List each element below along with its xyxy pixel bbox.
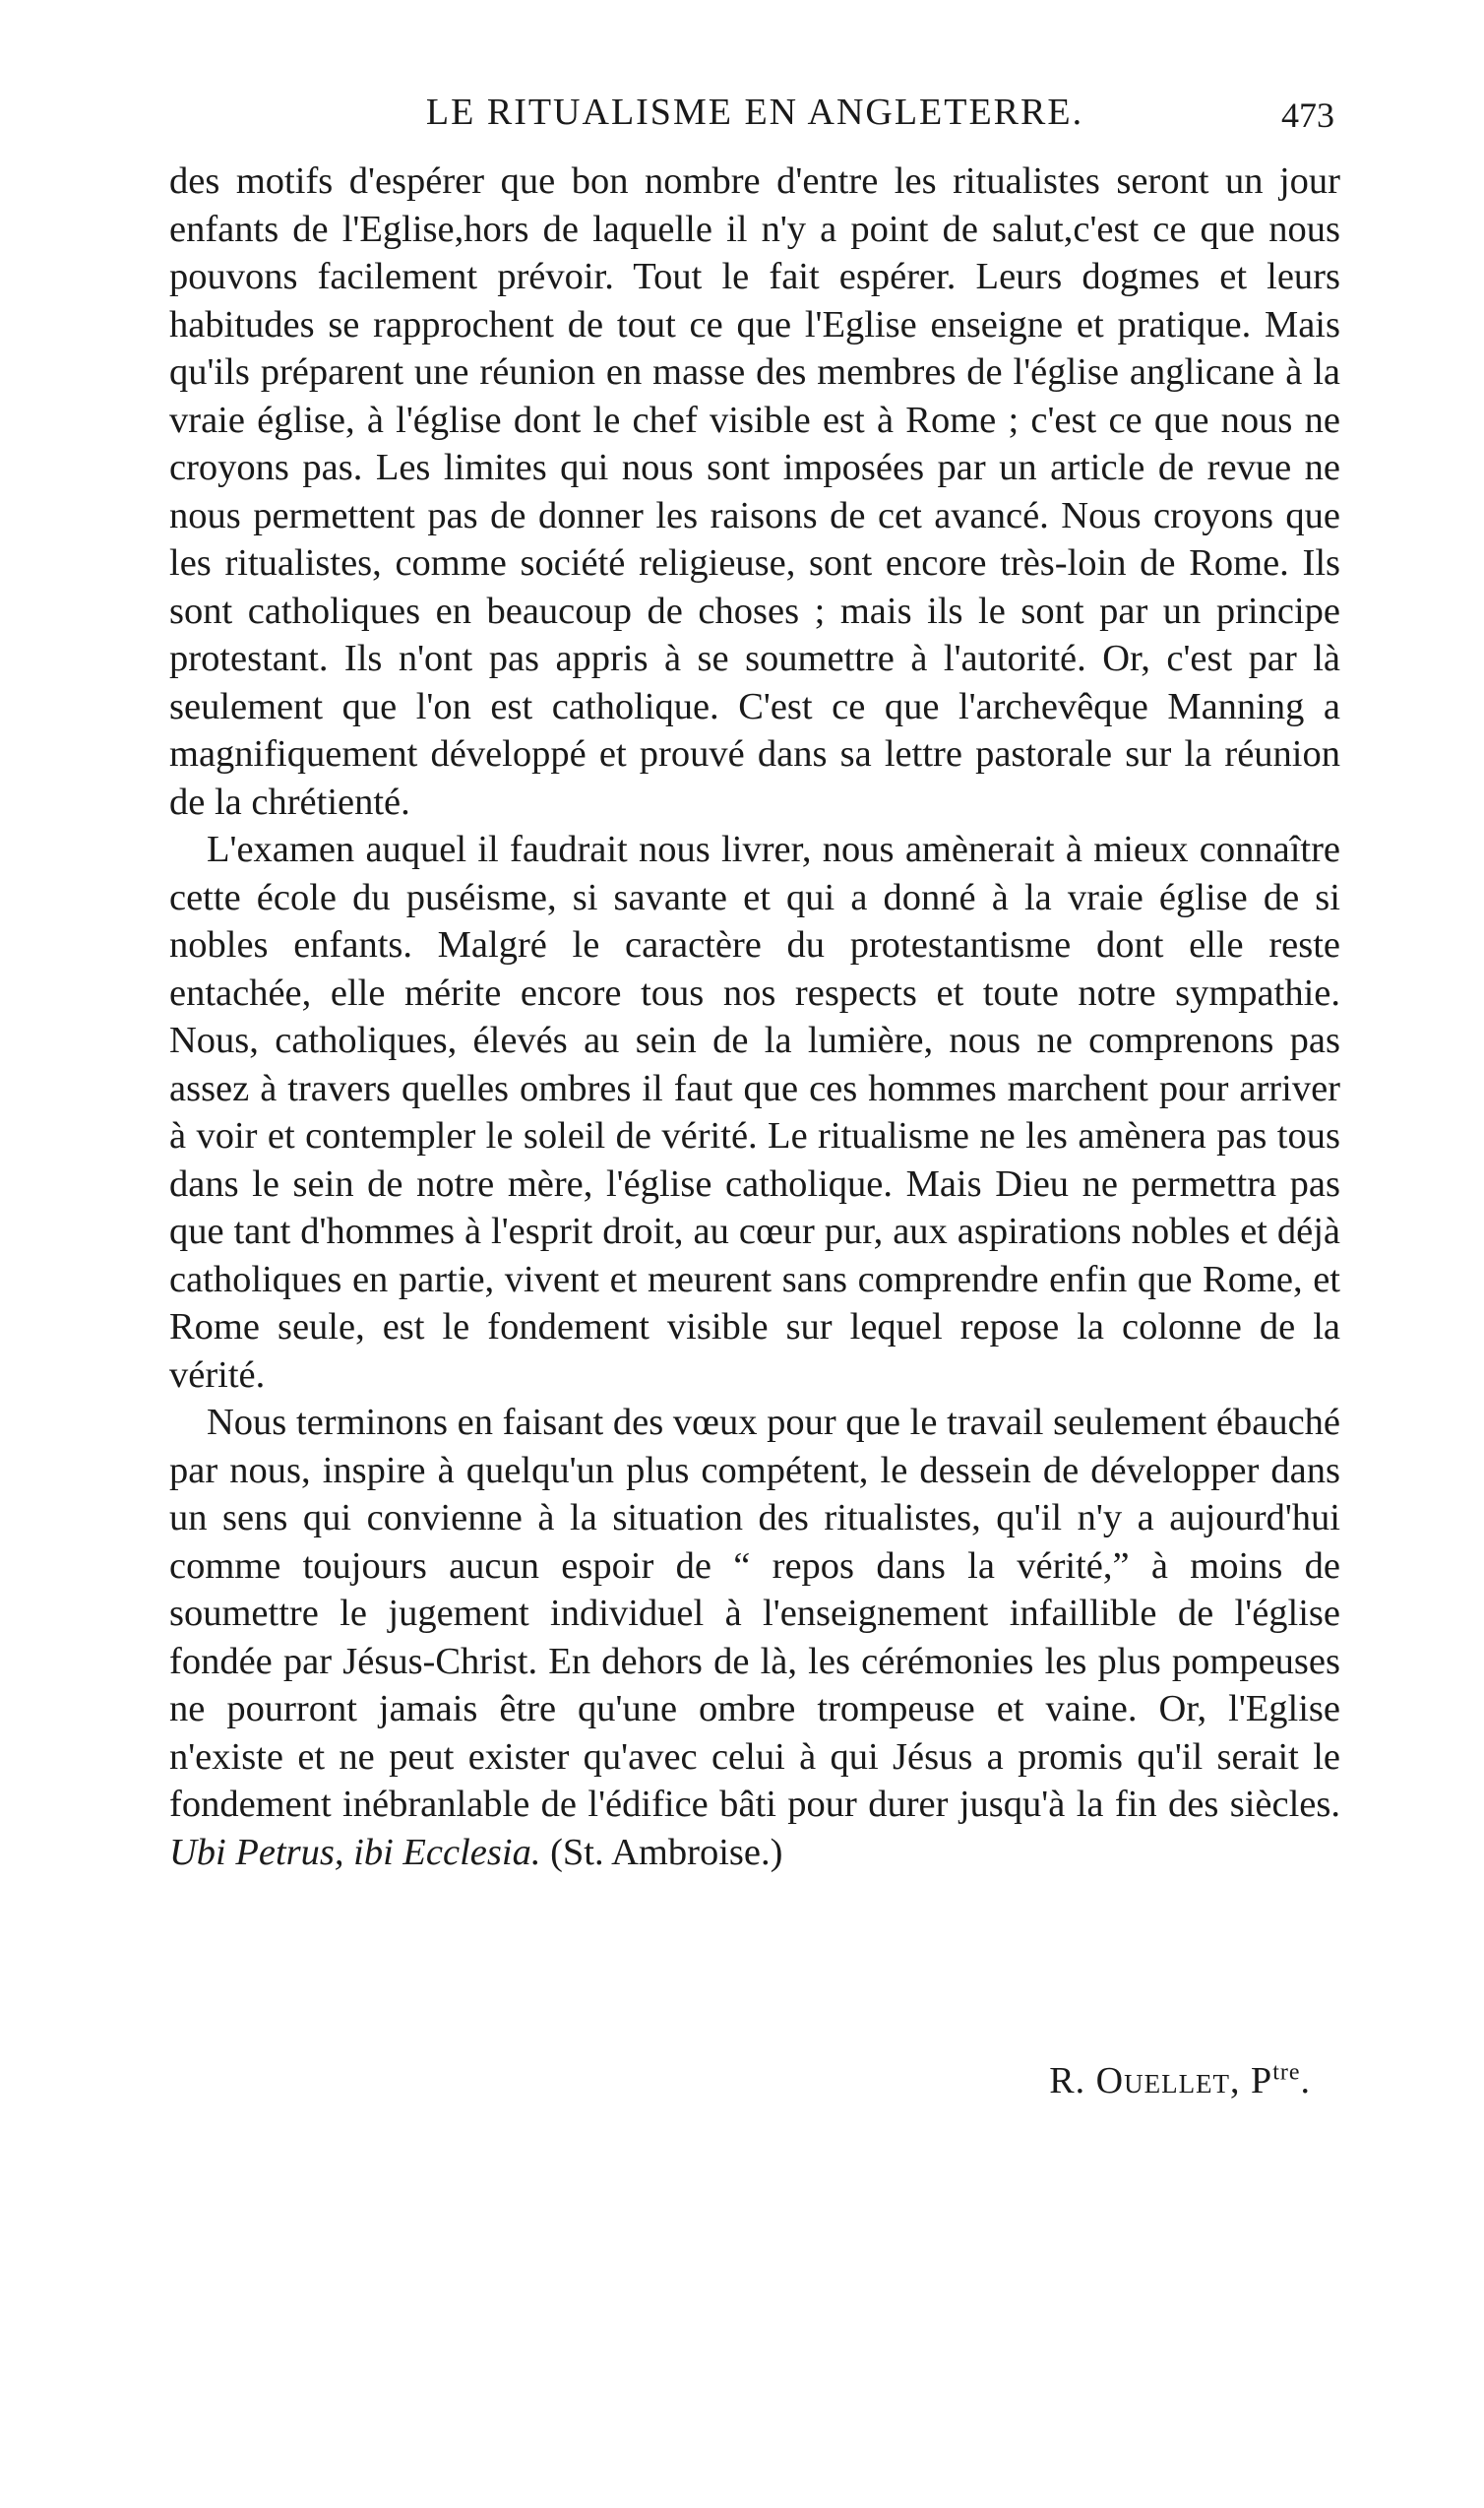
paragraph-1: des motifs d'espérer que bon nombre d'entre les ritualistes seront un jour enfants de l'Eglise,hors de laquelle il n'y a point de salut,c'est ce que nous pouvons facilement prévoir. Tout le fait espérer. Leurs dogmes et leurs habitudes se rapprochent de tout ce que l'Eglise enseigne et pratique. Mais qu'ils préparent une réunion en masse des membres de l'église anglicane à la vraie église, à l'église dont le chef visible est à Rome ; c'est ce que nous ne croyons pas. Les limites qui nous sont imposées par un article de revue ne nous permettent pas de donner les raisons de cet avancé. Nous croyons que les ritualistes, comme société religieuse, sont encore très-loin de Rome. Ils sont catholiques en beaucoup de choses ; mais ils le sont par un principe protestant. Ils n'ont pas appris à se soumettre à l'autorité. Or, c'est par là seulement que l'on est catholique. C'est ce que l'archevêque Manning a magnifiquement développé et prouvé dans sa lettre pastorale sur la réunion de la chrétienté. — [169, 160, 1340, 823]
quote-attribution: (St. Ambroise.) — [550, 1831, 783, 1873]
author-signature — [1049, 2059, 1311, 2102]
signature-surname: Ouellet, — [1095, 2060, 1241, 2101]
page-number: 473 — [1281, 95, 1334, 135]
signature-initial: R. — [1049, 2060, 1086, 2101]
signature-title-sup: tre — [1272, 2059, 1301, 2086]
running-header — [169, 91, 1340, 150]
running-title: LE RITUALISME EN ANGLETERRE. — [425, 92, 1084, 133]
article-body — [169, 157, 1340, 1876]
latin-quote: Ubi Petrus, ibi Ecclesia. — [169, 1831, 541, 1873]
signature-title-suffix: . — [1300, 2060, 1311, 2101]
paragraph-3-text: Nous terminons en faisant des vœux pour que le travail seulement ébauché par nous, inspire à quelqu'un plus compétent, le dessein de développer dans un sens qui convienne à la situation des ritualistes, qu'il n'y a aujourd'hui comme toujours aucun espoir de “ repos dans la vérité,” à moins de soumettre le jugement individuel à l'enseignement infaillible de l'église fondée par Jésus-Christ. En dehors de là, les cérémonies les plus pompeuses ne pourront jamais être qu'une ombre trompeuse et vaine. Or, l'Eglise n'existe et ne peut exister qu'avec celui à qui Jésus a promis qu'il serait le fondement inébranlable de l'édifice bâti pour durer jusqu'à la fin des siècles. — [169, 1402, 1340, 1825]
paragraph-2: L'examen auquel il faudrait nous livrer, nous amènerait à mieux connaître cette école du puséisme, si savante et qui a donné à la vraie église de si nobles enfants. Malgré le caractère du protestantisme dont elle reste entachée, elle mérite encore tous nos respects et toute notre sympathie. Nous, catholiques, élevés au sein de la lumière, nous ne comprenons pas assez à travers quelles ombres il faut que ces hommes marchent pour arriver à voir et contempler le soleil de vérité. Le ritualisme ne les amènera pas tous dans le sein de notre mère, l'église catholique. Mais Dieu ne permettra pas que tant d'hommes à l'esprit droit, au cœur pur, aux aspirations nobles et déjà catholiques en partie, vivent et meurent sans comprendre enfin que Rome, et Rome seule, est le fondement visible sur lequel repose la colonne de la vérité. — [169, 829, 1340, 1396]
signature-title: $P^{tre}$. — [1251, 2059, 1311, 2101]
paragraph-3 — [169, 1399, 1340, 1876]
